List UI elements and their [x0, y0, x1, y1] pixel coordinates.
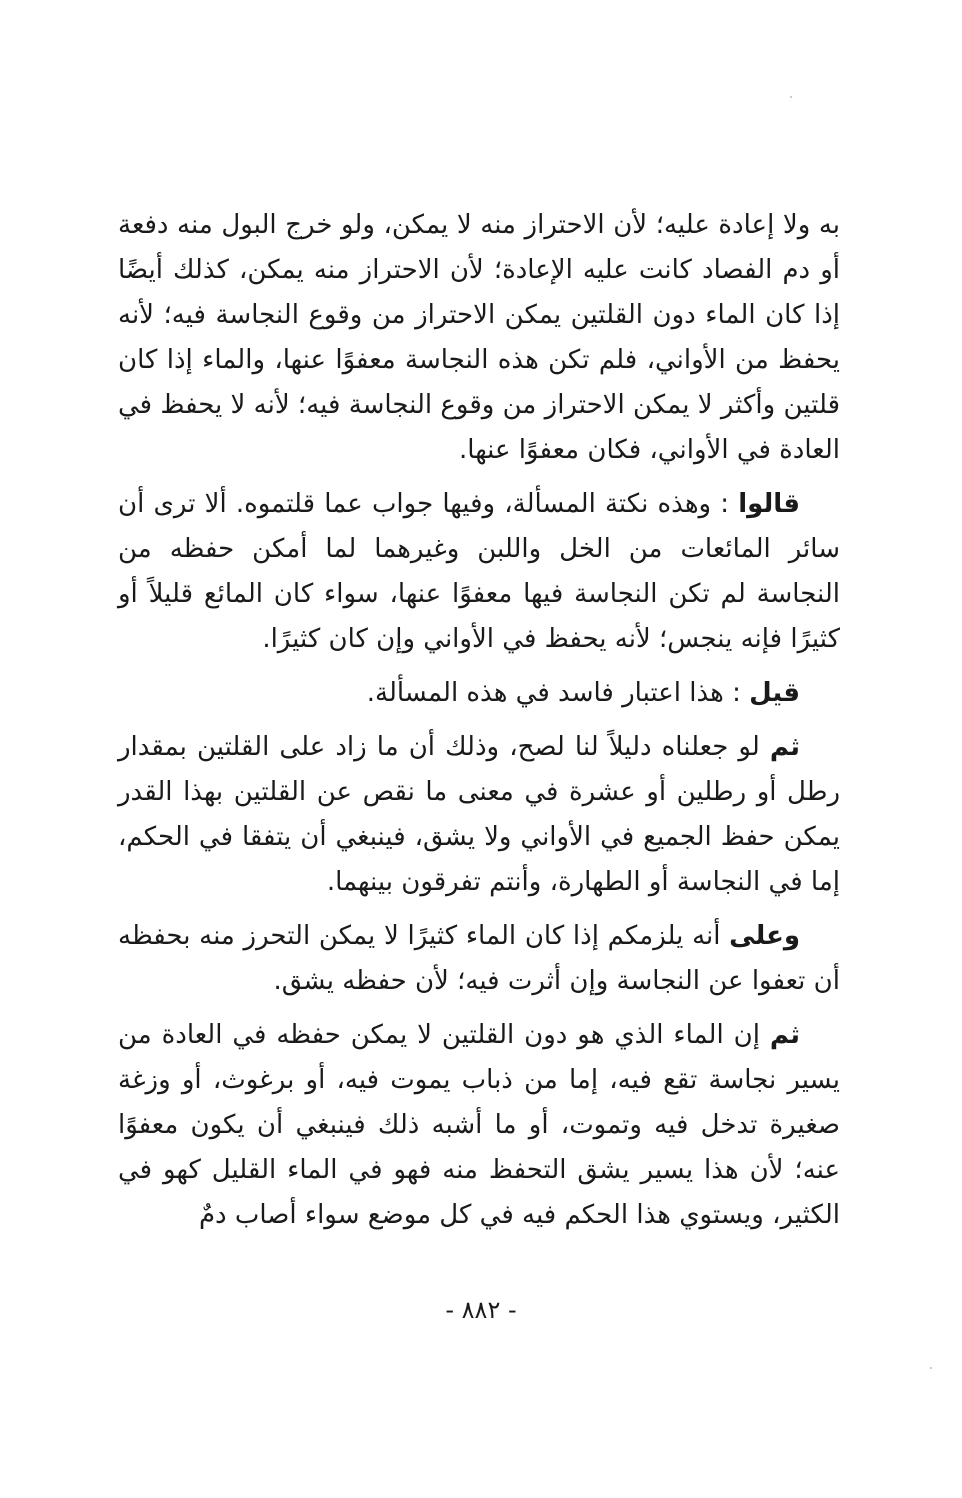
paragraph-4: [118, 725, 840, 905]
paragraph-3-text: : هذا اعتبار فاسد في هذه المسألة.: [366, 678, 750, 708]
paragraph-5: [118, 914, 840, 1004]
paragraph-6: [118, 1013, 840, 1238]
paragraph-3-lead: قيل: [749, 678, 800, 708]
paragraph-2-text: : وهذه نكتة المسألة، وفيها جواب عما قلتموه. ألا ترى أن سائر المائعات من الخل واللبن وغيرهما لما أمكن حفظه من النجاسة لم تكن النجاسة فيها معفوًا عنها، سواء كان المائع قليلاً أو كثيرًا فإنه ينجس؛ لأنه يحفظ في الأواني وإن كان كثيرًا.: [118, 489, 840, 654]
paragraph-6-lead: ثم: [769, 1020, 800, 1050]
paragraph-1-text: به ولا إعادة عليه؛ لأن الاحتراز منه لا يمكن، ولو خرج البول منه دفعة أو دم الفصاد كانت عليه الإعادة؛ لأن الاحتراز منه يمكن، كذلك أيضًا إذا كان الماء دون القلتين يمكن الاحتراز من وقوع النجاسة فيه؛ لأنه يحفظ من الأواني، فلم تكن هذه النجاسة معفوًا عنها، والماء إذا كان قلتين وأكثر لا يمكن الاحتراز من وقوع النجاسة فيه؛ لأنه لا يحفظ في العادة في الأواني، فكان معفوًا عنها.: [118, 210, 840, 465]
paragraph-4-text: لو جعلناه دليلاً لنا لصح، وذلك أن ما زاد على القلتين بمقدار رطل أو رطلين أو عشرة في معنى ما نقص عن القلتين بهذا القدر يمكن حفظ الجميع في الأواني ولا يشق، فينبغي أن يتفقا في الحكم، إما في النجاسة أو الطهارة، وأنتم تفرقون بينهما.: [118, 732, 840, 897]
paragraph-5-lead: وعلى: [729, 921, 800, 951]
page-body: [118, 203, 840, 1238]
paragraph-3: [118, 671, 840, 716]
page-number: - ٨٨٢ -: [445, 1296, 517, 1324]
scan-speck-top: [790, 96, 792, 98]
paragraph-1: [118, 203, 840, 473]
paragraph-5-text: أنه يلزمكم إذا كان الماء كثيرًا لا يمكن التحرز منه بحفظه أن تعفوا عن النجاسة وإن أثرت فيه؛ لأن حفظه يشق.: [118, 921, 840, 996]
paragraph-4-lead: ثم: [769, 732, 800, 762]
paragraph-6-text: إن الماء الذي هو دون القلتين لا يمكن حفظه في العادة من يسير نجاسة تقع فيه، إما من ذباب يموت فيه، أو برغوث، أو وزغة صغيرة تدخل فيه وتموت، أو ما أشبه ذلك فينبغي أن يكون معفوًا عنه؛ لأن هذا يسير يشق التحفظ منه فهو في الماء القليل كهو في الكثير، ويستوي هذا الحكم فيه في كل موضع سواء أصاب دمٌ: [118, 1020, 840, 1230]
paragraph-2-lead: قالوا: [738, 489, 800, 519]
scan-speck-bottom: [930, 1367, 932, 1369]
paragraph-2: [118, 482, 840, 662]
